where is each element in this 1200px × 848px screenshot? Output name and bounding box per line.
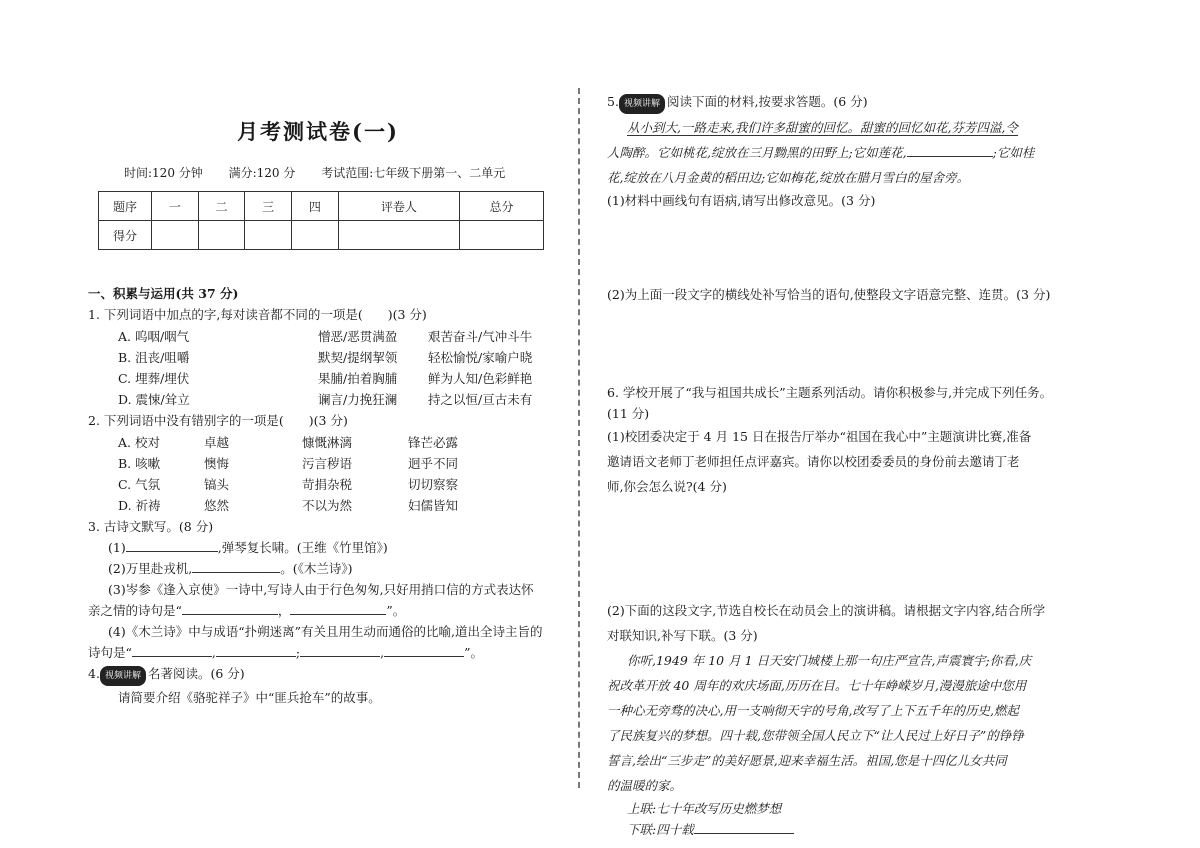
speech-line: 了民族复兴的梦想。四十载,您带领全国人民立下“让人民过上好日子”的铮铮 <box>607 728 1024 743</box>
score-cell: 一 <box>152 192 199 221</box>
score-input-cell[interactable] <box>459 221 543 250</box>
score-cell: 得分 <box>99 221 152 250</box>
option-text: C. 气氛 <box>118 477 161 492</box>
couplet-upper: 上联:七十年改写历史燃梦想 <box>627 801 782 816</box>
question-3-stem: 3. 古诗文默写。(8 分) <box>88 519 214 534</box>
score-input-cell[interactable] <box>245 221 292 250</box>
question-3-line <box>88 539 548 557</box>
answer-blank[interactable] <box>192 572 280 573</box>
score-cell: 题序 <box>99 192 152 221</box>
score-input-cell[interactable] <box>292 221 339 250</box>
video-badge-icon[interactable]: 视频讲解 <box>619 94 665 114</box>
score-input-cell[interactable] <box>152 221 199 250</box>
question-5-sub-2: (2)为上面一段文字的横线处补写恰当的语句,使整段文字语意完整、连贯。(3 分) <box>607 287 1051 302</box>
question-6-text: 师,你会怎么说?(4 分) <box>607 479 727 494</box>
question-6-stem: 6. 学校开展了“我与祖国共成长”主题系列活动。请你积极参与,并完成下列任务。 <box>607 385 1053 400</box>
option-text: 锋芒必露 <box>408 435 459 450</box>
question-2-option <box>88 433 548 452</box>
question-3-line <box>88 644 548 662</box>
speech-line: 你听,1949 年 10 月 1 日天安门城楼上那一句庄严宣告,声震寰宇;你看,庆 <box>627 653 1032 668</box>
line-text: ;它如桂 <box>992 145 1035 160</box>
answer-blank[interactable] <box>907 156 993 157</box>
option-text: D. 震悚/耸立 <box>118 392 190 407</box>
option-text: C. 埋葬/埋伏 <box>118 371 190 386</box>
question-number: 4. <box>88 666 100 681</box>
question-number: 5. <box>607 94 619 109</box>
question-4-body: 请简要介绍《骆驼祥子》中“匪兵抢车”的故事。 <box>118 690 381 705</box>
option-text: 苛捐杂税 <box>302 477 353 492</box>
score-input-cell[interactable] <box>338 221 459 250</box>
option-text: 卓越 <box>204 435 230 450</box>
option-text: 谰言/力挽狂澜 <box>318 392 398 407</box>
line-text: 亲之情的诗句是“ <box>88 603 182 618</box>
answer-area[interactable] <box>607 501 1077 597</box>
option-text: B. 咳嗽 <box>118 456 161 471</box>
answer-blank[interactable] <box>126 551 218 552</box>
option-text: 妇儒皆知 <box>408 498 459 513</box>
answer-blank[interactable] <box>216 656 296 657</box>
line-text: ,弹琴复长啸。(王维《竹里馆》) <box>217 540 388 555</box>
speech-line: 祝改革开放 40 周年的欢庆场面,历历在目。七十年峥嵘岁月,漫漫旅途中您用 <box>607 678 1027 693</box>
material-line: 花,绽放在八月金黄的稻田边;它如梅花,绽放在腊月雪白的屋舍旁。 <box>607 170 970 185</box>
option-text: A. 校对 <box>118 435 160 450</box>
video-badge-icon[interactable]: 视频讲解 <box>100 666 146 686</box>
question-1-option <box>88 390 548 409</box>
question-1-option <box>88 327 548 346</box>
line-text: (1) <box>108 540 126 555</box>
option-text: 镐头 <box>204 477 230 492</box>
option-text: 果脯/拍着胸脯 <box>318 371 398 386</box>
score-cell: 三 <box>245 192 292 221</box>
speech-line: 誓言,绘出“三步走”的美好愿景,迎来幸福生活。祖国,您是十四亿儿女共同 <box>607 753 1007 768</box>
couplet-lower <box>607 821 1077 839</box>
speech-line: 的温暖的家。 <box>607 778 683 793</box>
score-table-header-row <box>99 192 544 221</box>
question-3-line: (4)《木兰诗》中与成语“扑朔迷离”有关且用生动而通俗的比喻,道出全诗主旨的 <box>108 624 543 639</box>
question-3-line: 亲之情的诗句是“ ， ”。 <box>88 603 406 618</box>
line-text: , <box>380 645 385 660</box>
score-table <box>98 191 544 250</box>
line-text: (2)万里赴戎机, <box>108 561 193 576</box>
option-text: 切切察察 <box>408 477 459 492</box>
option-text: 默契/提纲挈领 <box>318 350 398 365</box>
line-text: 。(《木兰诗》) <box>280 561 353 576</box>
line-text: 人陶醉。它如桃花,绽放在三月黝黑的田野上;它如莲花, <box>607 145 907 160</box>
answer-blank[interactable] <box>182 614 278 615</box>
question-4-stem <box>88 665 548 686</box>
answer-blank[interactable] <box>132 656 212 657</box>
answer-blank[interactable] <box>290 614 386 615</box>
question-6-text: 邀请语文老师丁老师担任点评嘉宾。请你以校团委委员的身份前去邀请丁老 <box>607 454 1020 469</box>
question-6-points: (11 分) <box>607 406 650 421</box>
question-2-option <box>88 454 548 473</box>
question-1-option <box>88 369 548 388</box>
page-divider <box>578 88 580 788</box>
option-text: 持之以恒/亘古未有 <box>428 392 533 407</box>
line-text: 阅读下面的材料,按要求答题。(6 分) <box>666 94 868 109</box>
line-text: 下联:四十载 <box>627 822 694 837</box>
page-title: 月考测试卷(一) <box>237 119 399 144</box>
underlined-sentence: 从小到大,一路走来,我们许多甜蜜的回忆。甜蜜的回忆如花,芬芳四溢,令 <box>627 120 1018 135</box>
material-line <box>607 117 1077 139</box>
option-text: A. 呜咽/咽气 <box>118 329 190 344</box>
question-6-text: (1)校团委决定于 4 月 15 日在报告厅举办“祖国在我心中”主题演讲比赛,准备 <box>607 429 1032 444</box>
question-2-option <box>88 475 548 494</box>
question-2-option <box>88 496 548 515</box>
answer-blank[interactable] <box>300 656 380 657</box>
exam-meta <box>124 164 548 181</box>
option-text: 憎恶/恶贯满盈 <box>318 329 398 344</box>
score-cell: 四 <box>292 192 339 221</box>
score-cell: 评卷人 <box>338 192 459 221</box>
option-text: 懊悔 <box>204 456 230 471</box>
question-5-sub-1: (1)材料中画线句有语病,请写出修改意见。(3 分) <box>607 193 876 208</box>
score-table-score-row <box>99 221 544 250</box>
option-text: 污言秽语 <box>302 456 353 471</box>
material-line <box>607 142 1077 164</box>
option-text: 不以为然 <box>302 498 353 513</box>
exam-range: 考试范围:七年级下册第一、二单元 <box>321 166 506 180</box>
left-page <box>88 88 548 710</box>
answer-blank[interactable] <box>694 833 794 834</box>
question-3-line <box>88 560 548 578</box>
line-text: ”。 <box>464 645 483 660</box>
score-cell: 二 <box>198 192 245 221</box>
option-text: 鲜为人知/色彩鲜艳 <box>428 371 533 386</box>
speech-line: 一种心无旁骛的决心,用一支响彻天宇的号角,改写了上下五千年的历史,燃起 <box>607 703 1019 718</box>
line-text: , <box>211 645 216 660</box>
answer-area[interactable] <box>607 213 1077 283</box>
line-text: 名著阅读。(6 分) <box>147 666 245 681</box>
option-text: 悠然 <box>204 498 230 513</box>
exam-full-score: 满分:120 分 <box>228 166 296 180</box>
question-6-text: (2)下面的这段文字,节选自校长在动员会上的演讲稿。请根据文字内容,结合所学 <box>607 603 1046 618</box>
answer-area[interactable] <box>607 307 1077 381</box>
question-3-line: (3)岑参《逢入京使》一诗中,写诗人由于行色匆匆,只好用捎口信的方式表达怀 <box>108 582 534 597</box>
line-text: 诗句是“ <box>88 645 132 660</box>
question-2-stem: 2. 下列词语中没有错别字的一项是( )(3 分) <box>88 413 348 428</box>
answer-blank[interactable] <box>384 656 464 657</box>
question-5-stem <box>607 93 1077 114</box>
score-cell: 总分 <box>459 192 543 221</box>
exam-time: 时间:120 分钟 <box>124 166 203 180</box>
option-text: 轻松愉悦/家喻户晓 <box>428 350 533 365</box>
section-heading: 一、积累与运用(共 37 分) <box>88 286 239 301</box>
line-text: ”。 <box>386 603 406 618</box>
right-page <box>607 90 1077 842</box>
option-text: D. 祈祷 <box>118 498 161 513</box>
option-text: B. 沮丧/咀嚼 <box>118 350 190 365</box>
score-input-cell[interactable] <box>198 221 245 250</box>
question-1-stem: 1. 下列词语中加点的字,每对读音都不同的一项是( )(3 分) <box>88 307 427 322</box>
option-text: 艰苦奋斗/气冲斗牛 <box>428 329 533 344</box>
question-1-option <box>88 348 548 367</box>
line-text: ; <box>295 645 301 660</box>
option-text: 慷慨淋漓 <box>302 435 353 450</box>
option-text: 迥乎不同 <box>408 456 459 471</box>
question-6-text: 对联知识,补写下联。(3 分) <box>607 628 758 643</box>
